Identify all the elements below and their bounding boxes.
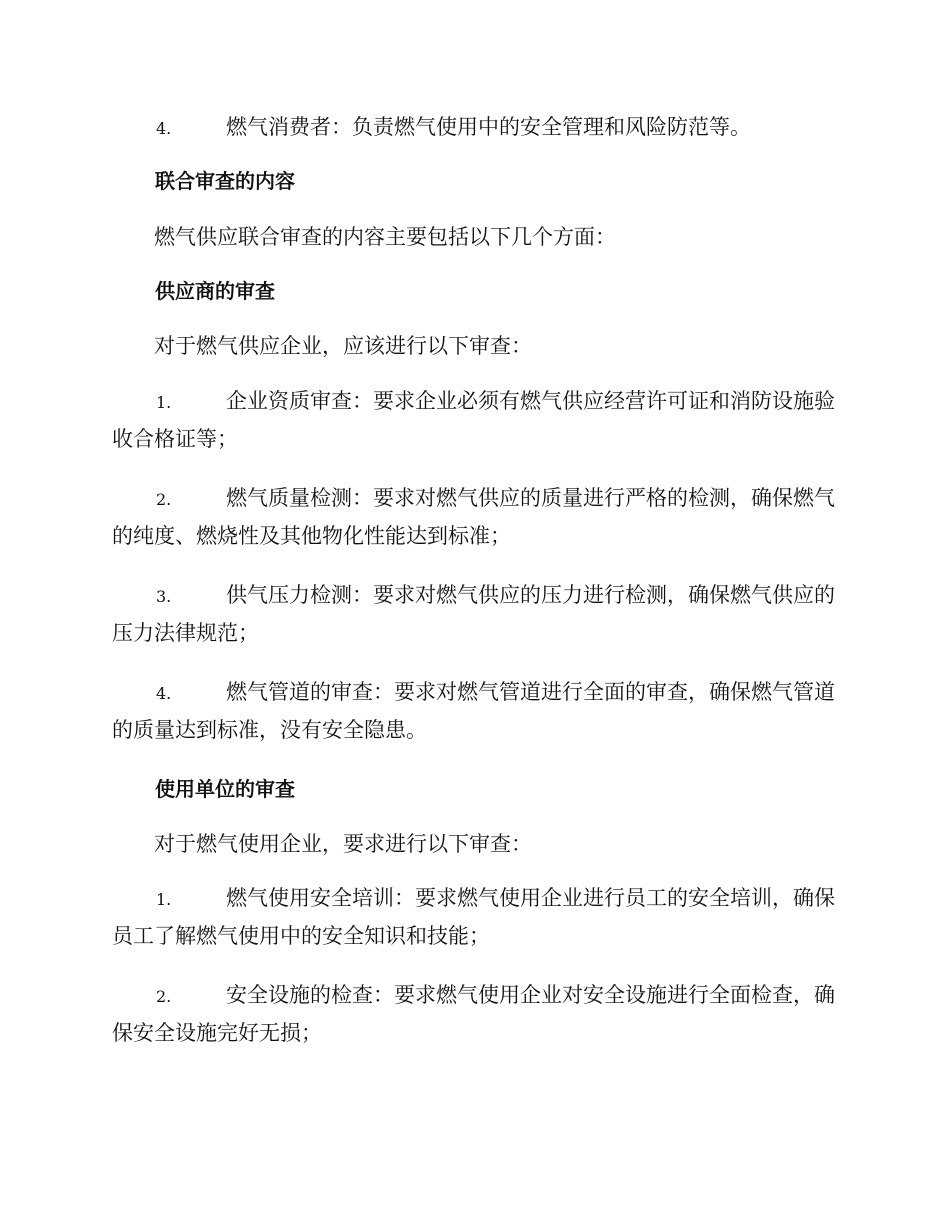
- paragraph: 对于燃气使用企业，要求进行以下审查：: [154, 832, 532, 856]
- list-text: 燃气质量检测：要求对燃气供应的质量进行严格的检测，确保燃气的纯度、燃烧性及其他物化性能达到标准；: [112, 486, 835, 548]
- section-heading: 联合审查的内容: [155, 169, 295, 193]
- list-text: 安全设施的检查：要求燃气使用企业对安全设施进行全面检查，确保安全设施完好无损；: [112, 983, 835, 1045]
- list-number: 1.: [156, 393, 172, 412]
- list-number: 4.: [156, 119, 172, 138]
- list-item: [112, 674, 838, 749]
- list-number: 2.: [156, 987, 172, 1006]
- list-item: [112, 480, 838, 555]
- list-text: 企业资质审查：要求企业必须有燃气供应经营许可证和消防设施验收合格证等；: [112, 389, 835, 451]
- list-number: 4.: [156, 684, 172, 703]
- list-number: 3.: [156, 587, 172, 606]
- list-item: [112, 383, 838, 458]
- list-item: [112, 577, 838, 652]
- list-item: [112, 109, 838, 147]
- paragraph: 对于燃气供应企业，应该进行以下审查：: [154, 334, 532, 358]
- list-text: 燃气使用安全培训：要求燃气使用企业进行员工的安全培训，确保员工了解燃气使用中的安全知识和技能；: [112, 886, 835, 948]
- list-item: [112, 977, 838, 1052]
- list-text: 燃气消费者：负责燃气使用中的安全管理和风险防范等。: [226, 115, 751, 139]
- section-heading: 供应商的审查: [155, 279, 275, 303]
- list-number: 2.: [156, 490, 172, 509]
- list-item: [112, 880, 838, 955]
- paragraph: 燃气供应联合审查的内容主要包括以下几个方面：: [154, 225, 616, 249]
- list-text: 燃气管道的审查：要求对燃气管道进行全面的审查，确保燃气管道的质量达到标准，没有安全隐患。: [112, 680, 835, 742]
- list-text: 供气压力检测：要求对燃气供应的压力进行检测，确保燃气供应的压力法律规范；: [112, 583, 835, 645]
- section-heading: 使用单位的审查: [155, 777, 295, 801]
- list-number: 1.: [156, 890, 172, 909]
